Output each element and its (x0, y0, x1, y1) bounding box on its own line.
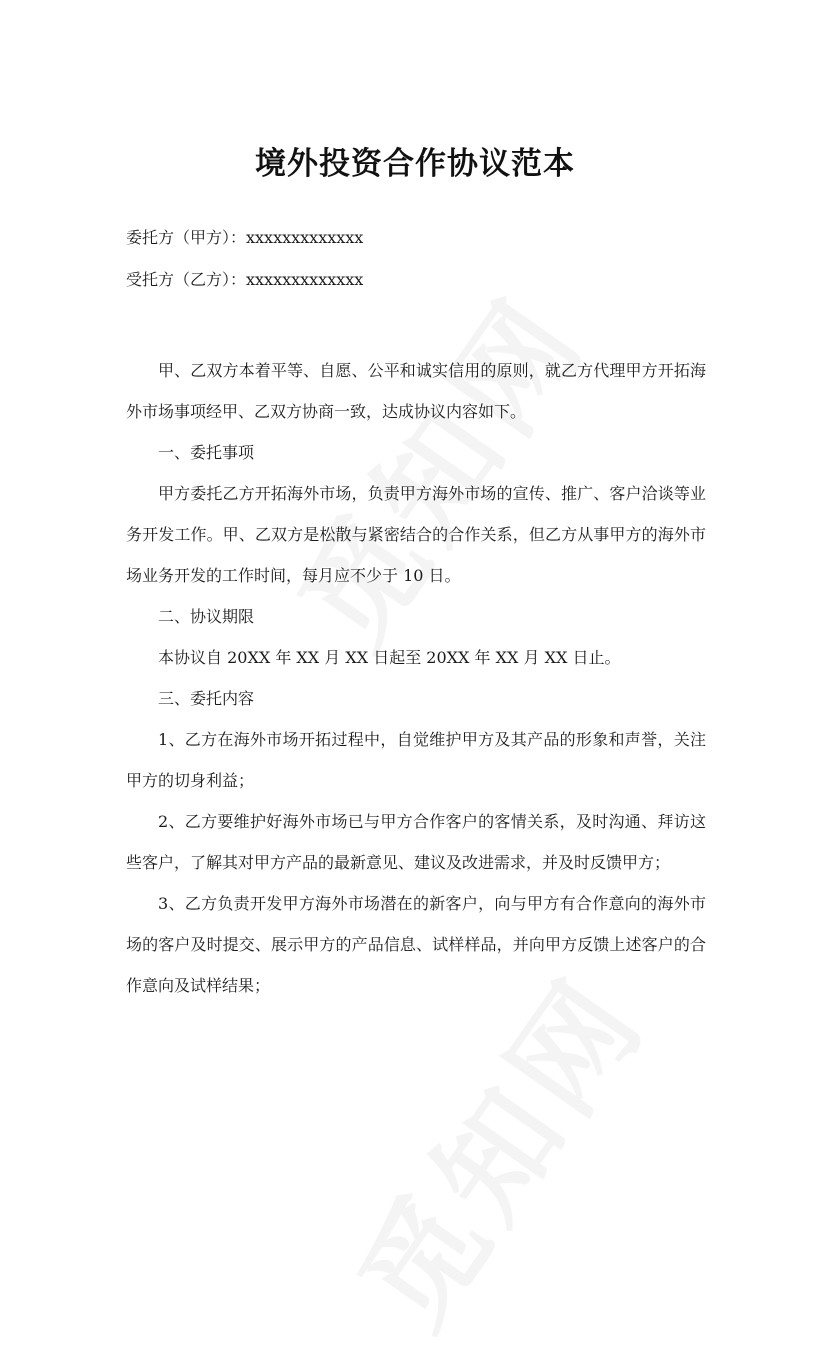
section-paragraph: 甲方委托乙方开拓海外市场，负责甲方海外市场的宣传、推广、客户洽谈等业务开发工作。甲、乙双方是松散与紧密结合的合作关系，但乙方从事甲方的海外市场业务开发的工作时间，每月应不少于 10 日。 (126, 484, 706, 585)
section-heading-1: 一、委托事项 (158, 443, 255, 462)
party-a-line: 委托方（甲方）：xxxxxxxxxxxxx (126, 228, 364, 247)
section-heading-2: 二、协议期限 (158, 607, 255, 626)
section-paragraph: 1、乙方在海外市场开拓过程中，自觉维护甲方及其产品的形象和声誉，关注甲方的切身利益； (126, 730, 706, 790)
party-b-line: 受托方（乙方）：xxxxxxxxxxxxx (126, 270, 364, 289)
section-paragraph: 2、乙方要维护好海外市场已与甲方合作客户的客情关系，及时沟通、拜访这些客户，了解其对甲方产品的最新意见、建议及改进需求，并及时反馈甲方； (126, 812, 706, 872)
intro-paragraph: 甲、乙双方本着平等、自愿、公平和诚实信用的原则，就乙方代理甲方开拓海外市场事项经甲、乙双方协商一致，达成协议内容如下。 (126, 361, 706, 421)
section-heading-3: 三、委托内容 (158, 689, 255, 708)
section-paragraph: 3、乙方负责开发甲方海外市场潜在的新客户，向与甲方有合作意向的海外市场的客户及时提交、展示甲方的产品信息、试样样品，并向甲方反馈上述客户的合作意向及试样结果； (126, 894, 706, 995)
document-title: 境外投资合作协议范本 (255, 146, 575, 182)
section-paragraph: 本协议自 20XX 年 XX 月 XX 日起至 20XX 年 XX 月 XX 日止。 (158, 648, 621, 667)
document-body (126, 350, 706, 1006)
